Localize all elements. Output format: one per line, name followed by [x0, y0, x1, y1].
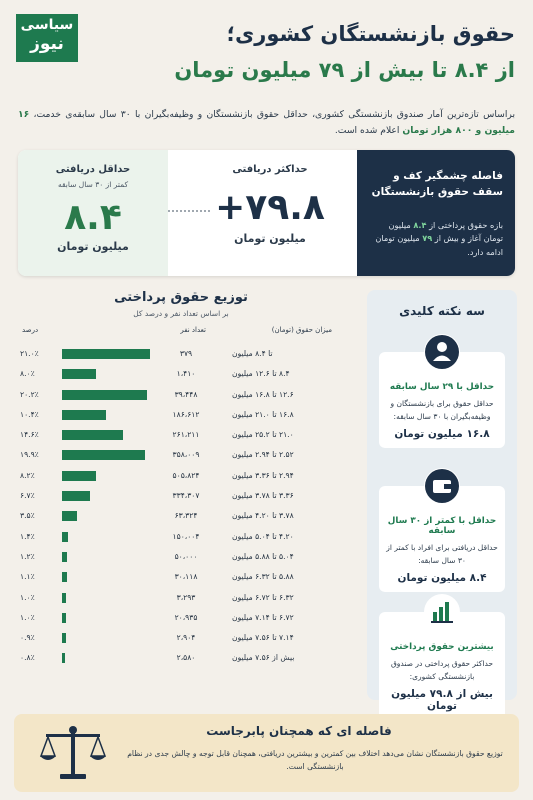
row-count: ۱،۴۱۰	[176, 369, 196, 379]
row-count: ۶۳،۳۲۴	[174, 511, 198, 521]
row-percent: ۳.۵٪	[20, 511, 35, 521]
dotted-connector	[168, 210, 210, 212]
table-row	[16, 648, 346, 668]
row-range: ۸.۴ تا ۱۲.۶ میلیون	[232, 369, 290, 379]
row-percent: ۰.۹٪	[20, 633, 35, 643]
header	[10, 8, 523, 103]
row-percent: ۱۰.۴٪	[20, 409, 39, 419]
row-percent: ۱.۱٪	[20, 572, 35, 582]
footer-text: توزیع حقوق بازنشستگان نشان می‌دهد اختلاف بین کمترین و بیشترین دریافتی، همچنان قابل توجه و چالش جدی در نظام بازنشستگی است.	[127, 749, 503, 771]
footer-title: فاصله ای که همچنان پابرجاست	[206, 724, 392, 738]
gap-text-2: میلیون تومان آغاز و بیش از	[388, 219, 503, 244]
min-value: ۸.۴	[64, 197, 122, 238]
row-range: ۳.۳۶ تا ۳.۷۸ میلیون	[232, 491, 294, 501]
table-row	[16, 445, 346, 465]
row-count: ۳۵۸،۰۰۹	[172, 450, 200, 460]
row-count: ۵۰،۰۰۰	[174, 551, 198, 561]
table-row	[16, 364, 346, 384]
min-label: حداقل دریافتی	[55, 164, 131, 175]
row-bar	[62, 511, 77, 521]
key-point-value: بیش از ۷۹.۸ میلیون تومان	[391, 687, 493, 712]
table-row	[16, 608, 346, 628]
key-point-card-1	[379, 352, 505, 448]
row-count: ۲۰،۹۳۵	[174, 612, 198, 622]
logo	[16, 14, 78, 62]
table-header	[16, 326, 346, 340]
min-salary-box	[18, 150, 168, 276]
gap-hl-1: ۸.۴	[413, 219, 427, 230]
scale-icon	[38, 722, 108, 784]
row-bar	[62, 613, 66, 623]
row-bar	[62, 471, 96, 481]
row-bar	[62, 390, 147, 400]
row-count: ۳۰،۱۱۸	[174, 572, 198, 582]
row-count: ۳۹،۴۴۸	[174, 389, 198, 399]
key-point-heading: بیشترین حقوق پرداختی	[390, 642, 494, 652]
row-range: ۴.۲۰ تا ۵.۰۴ میلیون	[232, 531, 294, 541]
distribution-table	[16, 290, 346, 700]
row-percent: ۲۰.۲٪	[20, 389, 39, 399]
key-point-card-3	[379, 612, 505, 720]
row-bar	[62, 430, 123, 440]
row-percent: ۱.۰٪	[20, 612, 35, 622]
row-percent: ۰.۸٪	[20, 653, 35, 663]
intro-text-after: اعلام شده است.	[334, 125, 403, 137]
row-bar	[62, 633, 66, 643]
row-count: ۱۵۰،۰۰۴	[172, 531, 200, 541]
row-range: ۳.۷۸ تا ۴.۲۰ میلیون	[232, 511, 294, 521]
salary-range-card	[18, 150, 515, 276]
key-point-text: حداقل دریافتی برای افراد با کمتر از ۳۰ سال سابقه:	[386, 543, 498, 565]
row-bar	[62, 593, 66, 603]
row-percent: ۱۹.۹٪	[20, 450, 39, 460]
intro-paragraph	[10, 103, 523, 139]
row-percent: ۸.۲٪	[20, 470, 35, 480]
table-title: توزیع حقوق پرداختی	[114, 290, 248, 305]
row-bar	[62, 653, 65, 663]
key-point-value: ۱۶.۸ میلیون تومان	[394, 427, 490, 440]
row-percent: ۲۱.۰٪	[20, 349, 39, 358]
row-percent: ۱.۰٪	[20, 592, 35, 602]
row-bar	[62, 572, 67, 582]
row-bar	[62, 552, 67, 562]
key-point-heading: حداقل با ۲۹ سال سابقه	[389, 382, 495, 392]
gap-title: فاصله چشمگیر کف و سقف حقوق بازنشستگان	[371, 170, 503, 199]
logo-line1: سیاسی	[20, 17, 74, 33]
key-point-card-2	[379, 486, 505, 592]
gap-text-3: میلیون تومان ادامه دارد.	[375, 233, 503, 258]
row-percent: ۶.۷٪	[20, 491, 35, 501]
row-bar	[62, 450, 145, 460]
key-points-title: سه نکته کلیدی	[399, 304, 485, 318]
table-row	[16, 425, 346, 445]
row-count: ۱۸۶،۶۱۲	[172, 409, 200, 419]
row-count: ۲،۹۰۴	[176, 633, 196, 643]
table-row	[16, 547, 346, 567]
page-title-line1: حقوق بازنشستگان کشوری؛	[226, 22, 515, 46]
table-rows	[16, 344, 346, 669]
row-range: بیش از ۷.۵۶ میلیون	[232, 653, 295, 663]
col-header-count: تعداد نفر	[180, 326, 206, 334]
row-percent: ۸.۰٪	[20, 369, 35, 379]
intro-highlight: ۱۶ میلیون و ۸۰۰ هزار تومان	[18, 109, 515, 137]
row-count: ۲۶۱،۲۱۱	[172, 430, 200, 440]
row-count: ۳۷۹	[179, 349, 193, 358]
bar-chart-icon	[424, 594, 460, 630]
key-points-panel	[367, 290, 517, 712]
row-range: ۲۱.۰ تا ۲۵.۲ میلیون	[232, 430, 294, 440]
table-row	[16, 628, 346, 648]
intro-text-before: براساس تازه‌ترین آمار صندوق بازنشستگی کشوری، حداقل حقوق بازنشستگان و وظیفه‌بگیران با ۳۰ سال سابقه‌ی خدمت،	[29, 109, 515, 120]
max-value: +۷۹.۸	[215, 187, 325, 228]
table-row	[16, 385, 346, 405]
row-range: ۵.۰۴ تا ۵.۸۸ میلیون	[232, 551, 294, 561]
row-count: ۵۰۵،۸۲۴	[172, 470, 200, 480]
logo-line2: نیوز	[30, 34, 64, 54]
table-row	[16, 344, 346, 364]
row-bar	[62, 532, 68, 542]
row-count: ۲،۵۸۰	[176, 653, 196, 663]
row-range: ۲.۵۲ تا ۲.۹۴ میلیون	[232, 450, 294, 460]
footer-banner	[14, 714, 519, 792]
max-salary-box	[195, 164, 345, 245]
row-percent: ۱.۲٪	[20, 551, 35, 561]
row-percent: ۱۴.۶٪	[20, 430, 39, 440]
table-row	[16, 405, 346, 425]
table-row	[16, 486, 346, 506]
row-count: ۳،۲۹۳	[176, 592, 196, 602]
col-header-range: میزان حقوق (تومان)	[271, 326, 332, 334]
min-unit: میلیون تومان	[57, 240, 129, 253]
table-row	[16, 466, 346, 486]
row-count: ۳۳۴،۳۰۷	[172, 491, 200, 501]
table-row	[16, 567, 346, 587]
row-bar	[62, 369, 96, 379]
wallet-icon	[424, 468, 460, 504]
key-point-text: حداکثر حقوق پرداختی در صندوق بازنشستگی کشوری:	[390, 659, 494, 681]
row-range: تا ۸.۴ میلیون	[232, 349, 273, 358]
gap-text-1: بازه حقوق پرداختی از	[426, 219, 503, 230]
table-row	[16, 588, 346, 608]
max-unit: میلیون تومان	[234, 232, 306, 245]
row-range: ۱۶.۸ تا ۲۱.۰ میلیون	[232, 409, 294, 419]
table-row	[16, 527, 346, 547]
row-bar	[62, 349, 150, 359]
row-range: ۱۲.۶ تا ۱۶.۸ میلیون	[232, 389, 294, 399]
key-point-value: ۸.۴ میلیون تومان	[397, 571, 487, 584]
row-range: ۶.۷۲ تا ۷.۱۴ میلیون	[232, 612, 294, 622]
col-header-pct: درصد	[22, 326, 39, 334]
gap-panel	[357, 150, 515, 276]
table-row	[16, 506, 346, 526]
row-percent: ۱.۴٪	[20, 531, 35, 541]
gap-hl-2: ۷۹	[422, 233, 433, 244]
max-label: حداکثر دریافتی	[232, 164, 308, 175]
row-range: ۶.۳۲ تا ۶.۷۲ میلیون	[232, 592, 294, 602]
key-point-heading: حداقل با کمتر از ۳۰ سال سابقه	[387, 516, 497, 536]
row-range: ۵.۸۸ تا ۶.۳۲ میلیون	[232, 572, 294, 582]
key-point-text: حداقل حقوق برای بازنشستگان و وظیفه‌بگیران با ۳۰ سال سابقه:	[390, 399, 494, 421]
page-title-line2: از ۸.۴ تا بیش از ۷۹ میلیون تومان	[174, 58, 515, 82]
row-range: ۷.۱۴ تا ۷.۵۶ میلیون	[232, 633, 294, 643]
gap-text	[369, 219, 503, 261]
min-subtitle: کمتر از ۳۰ سال سابقه	[57, 180, 129, 189]
row-bar	[62, 410, 106, 420]
row-range: ۲.۹۴ تا ۳.۳۶ میلیون	[232, 470, 294, 480]
table-subtitle: بر اساس تعداد نفر و درصد کل	[133, 309, 229, 318]
person-icon	[424, 334, 460, 370]
row-bar	[62, 491, 90, 501]
